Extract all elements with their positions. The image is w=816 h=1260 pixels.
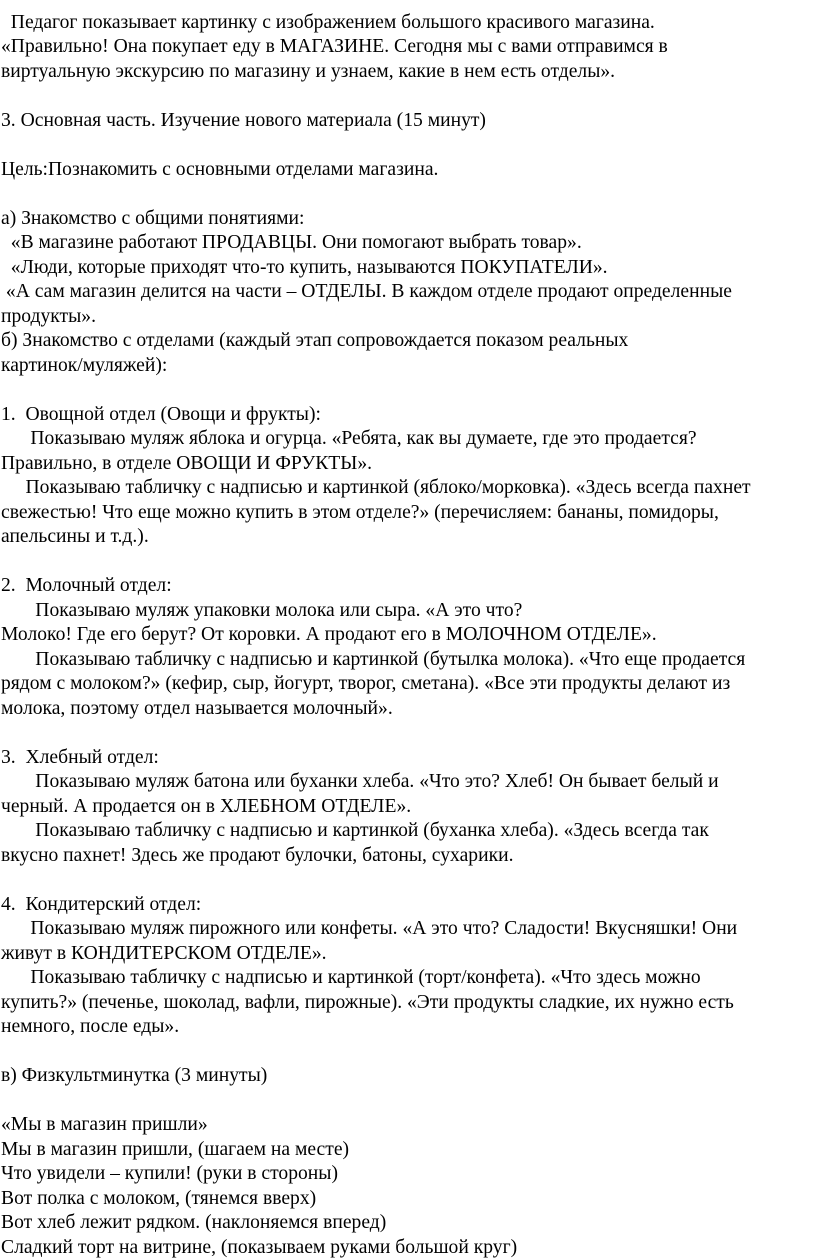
text-line: виртуальную экскурсию по магазину и узнаем, какие в нем есть отделы». <box>1 60 812 85</box>
blank-line <box>1 182 812 207</box>
text-line: вкусно пахнет! Здесь же продают булочки, батоны, сухарики. <box>1 844 812 869</box>
text-line: немного, после еды». <box>1 1015 812 1040</box>
blank-line <box>1 133 812 158</box>
text-line: Сладкий торт на витрине, (показываем руками большой круг) <box>1 1236 812 1260</box>
text-line: купить?» (печенье, шоколад, вафли, пирожные). «Эти продукты сладкие, их нужно есть <box>1 991 812 1016</box>
blank-line <box>1 868 812 893</box>
text-line: живут в КОНДИТЕРСКОМ ОТДЕЛЕ». <box>1 942 812 967</box>
text-line: молока, поэтому отдел называется молочный». <box>1 697 812 722</box>
text-line: «Правильно! Она покупает еду в МАГАЗИНЕ. Сегодня мы с вами отправимся в <box>1 35 812 60</box>
text-line: картинок/муляжей): <box>1 354 812 379</box>
text-line: Показываю муляж яблока и огурца. «Ребята, как вы думаете, где это продается? <box>1 427 812 452</box>
text-line: свежестью! Что еще можно купить в этом отделе?» (перечисляем: бананы, помидоры, <box>1 501 812 526</box>
text-line: рядом с молоком?» (кефир, сыр, йогурт, творог, сметана). «Все эти продукты делают из <box>1 672 812 697</box>
text-line: Показываю табличку с надписью и картинкой (буханка хлеба). «Здесь всегда так <box>1 819 812 844</box>
text-line: Показываю муляж батона или буханки хлеба. «Что это? Хлеб! Он бывает белый и <box>1 770 812 795</box>
text-line: Показываю табличку с надписью и картинкой (яблоко/морковка). «Здесь всегда пахнет <box>1 476 812 501</box>
text-line: Цель:Познакомить с основными отделами магазина. <box>1 158 812 183</box>
text-line: Показываю табличку с надписью и картинкой (бутылка молока). «Что еще продается <box>1 648 812 673</box>
text-line: Правильно, в отделе ОВОЩИ И ФРУКТЫ». <box>1 452 812 477</box>
text-line: 4. Кондитерский отдел: <box>1 893 812 918</box>
text-line: «А сам магазин делится на части – ОТДЕЛЫ. В каждом отделе продают определенные <box>1 280 812 305</box>
text-line: б) Знакомство с отделами (каждый этап сопровождается показом реальных <box>1 329 812 354</box>
text-line: «В магазине работают ПРОДАВЦЫ. Они помогают выбрать товар». <box>1 231 812 256</box>
text-line: 2. Молочный отдел: <box>1 574 812 599</box>
text-line: Молоко! Где его берут? От коровки. А продают его в МОЛОЧНОМ ОТДЕЛЕ». <box>1 623 812 648</box>
text-line: Показываю муляж пирожного или конфеты. «А это что? Сладости! Вкусняшки! Они <box>1 917 812 942</box>
text-line: в) Физкультминутка (3 минуты) <box>1 1064 812 1089</box>
text-line: черный. А продается он в ХЛЕБНОМ ОТДЕЛЕ». <box>1 795 812 820</box>
text-line: Что увидели – купили! (руки в стороны) <box>1 1162 812 1187</box>
text-line: 1. Овощной отдел (Овощи и фрукты): <box>1 403 812 428</box>
blank-line <box>1 721 812 746</box>
text-line: «Мы в магазин пришли» <box>1 1113 812 1138</box>
text-line: Показываю табличку с надписью и картинкой (торт/конфета). «Что здесь можно <box>1 966 812 991</box>
text-line: Вот хлеб лежит рядком. (наклоняемся вперед) <box>1 1211 812 1236</box>
text-line: апельсины и т.д.). <box>1 525 812 550</box>
text-line: продукты». <box>1 305 812 330</box>
text-line: 3. Основная часть. Изучение нового материала (15 минут) <box>1 109 812 134</box>
text-line: Вот полка с молоком, (тянемся вверх) <box>1 1187 812 1212</box>
blank-line <box>1 378 812 403</box>
text-line: Педагог показывает картинку с изображением большого красивого магазина. <box>1 11 812 36</box>
blank-line <box>1 1089 812 1114</box>
blank-line <box>1 84 812 109</box>
text-line: 3. Хлебный отдел: <box>1 746 812 771</box>
blank-line <box>1 1040 812 1065</box>
text-line: Показываю муляж упаковки молока или сыра. «А это что? <box>1 599 812 624</box>
text-line: Мы в магазин пришли, (шагаем на месте) <box>1 1138 812 1163</box>
blank-line <box>1 550 812 575</box>
text-line: «Люди, которые приходят что-то купить, называются ПОКУПАТЕЛИ». <box>1 256 812 281</box>
text-line: а) Знакомство с общими понятиями: <box>1 207 812 232</box>
